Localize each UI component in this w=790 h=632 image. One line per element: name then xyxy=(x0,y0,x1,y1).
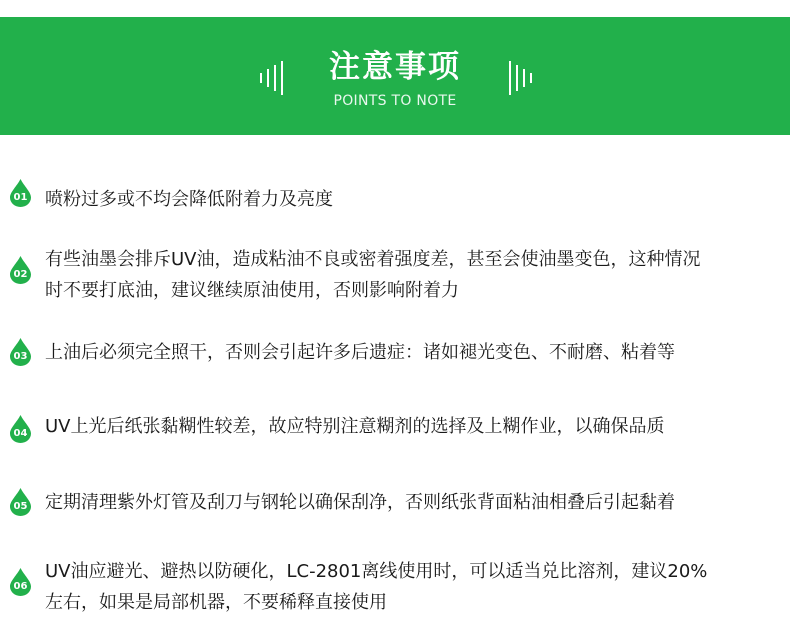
decorative-bars-left-icon xyxy=(258,61,284,95)
item-text xyxy=(45,337,780,368)
page-subtitle: POINTS TO NOTE xyxy=(333,93,457,109)
item-text xyxy=(45,487,780,518)
item-line: 左右，如果是局部机器，不要稀释直接使用 xyxy=(45,592,387,613)
header-banner xyxy=(0,17,790,135)
item-number: 02 xyxy=(13,269,28,280)
item-number: 06 xyxy=(13,581,28,592)
item-text xyxy=(45,184,780,215)
drop-icon xyxy=(9,488,32,516)
drop-icon xyxy=(9,338,32,366)
item-text xyxy=(45,411,780,442)
item-number: 04 xyxy=(13,428,28,439)
item-number: 01 xyxy=(13,192,28,203)
item-line: UV油应避光、避热以防硬化，LC-2801离线使用时，可以适当兑比溶剂，建议20% xyxy=(45,561,708,582)
page-title: 注意事项 xyxy=(329,49,461,85)
drop-icon xyxy=(9,568,32,596)
item-text xyxy=(45,244,780,306)
item-line: 上油后必须完全照干，否则会引起许多后遗症：诸如褪光变色、不耐磨、粘着等 xyxy=(45,342,675,363)
drop-icon xyxy=(9,415,32,443)
item-text xyxy=(45,556,780,618)
item-line: UV上光后纸张黏糊性较差，故应特别注意糊剂的选择及上糊作业，以确保品质 xyxy=(45,416,665,437)
item-number: 03 xyxy=(13,351,28,362)
decorative-bars-right-icon xyxy=(508,61,534,95)
item-line: 时不要打底油，建议继续原油使用，否则影响附着力 xyxy=(45,280,459,301)
item-line: 定期清理紫外灯管及刮刀与钢轮以确保刮净，否则纸张背面粘油相叠后引起黏着 xyxy=(45,492,675,513)
item-line: 有些油墨会排斥UV油，造成粘油不良或密着强度差，甚至会使油墨变色，这种情况 xyxy=(45,249,701,270)
drop-icon xyxy=(9,179,32,207)
drop-icon xyxy=(9,256,32,284)
item-number: 05 xyxy=(13,501,28,512)
item-line: 喷粉过多或不均会降低附着力及亮度 xyxy=(45,189,333,210)
